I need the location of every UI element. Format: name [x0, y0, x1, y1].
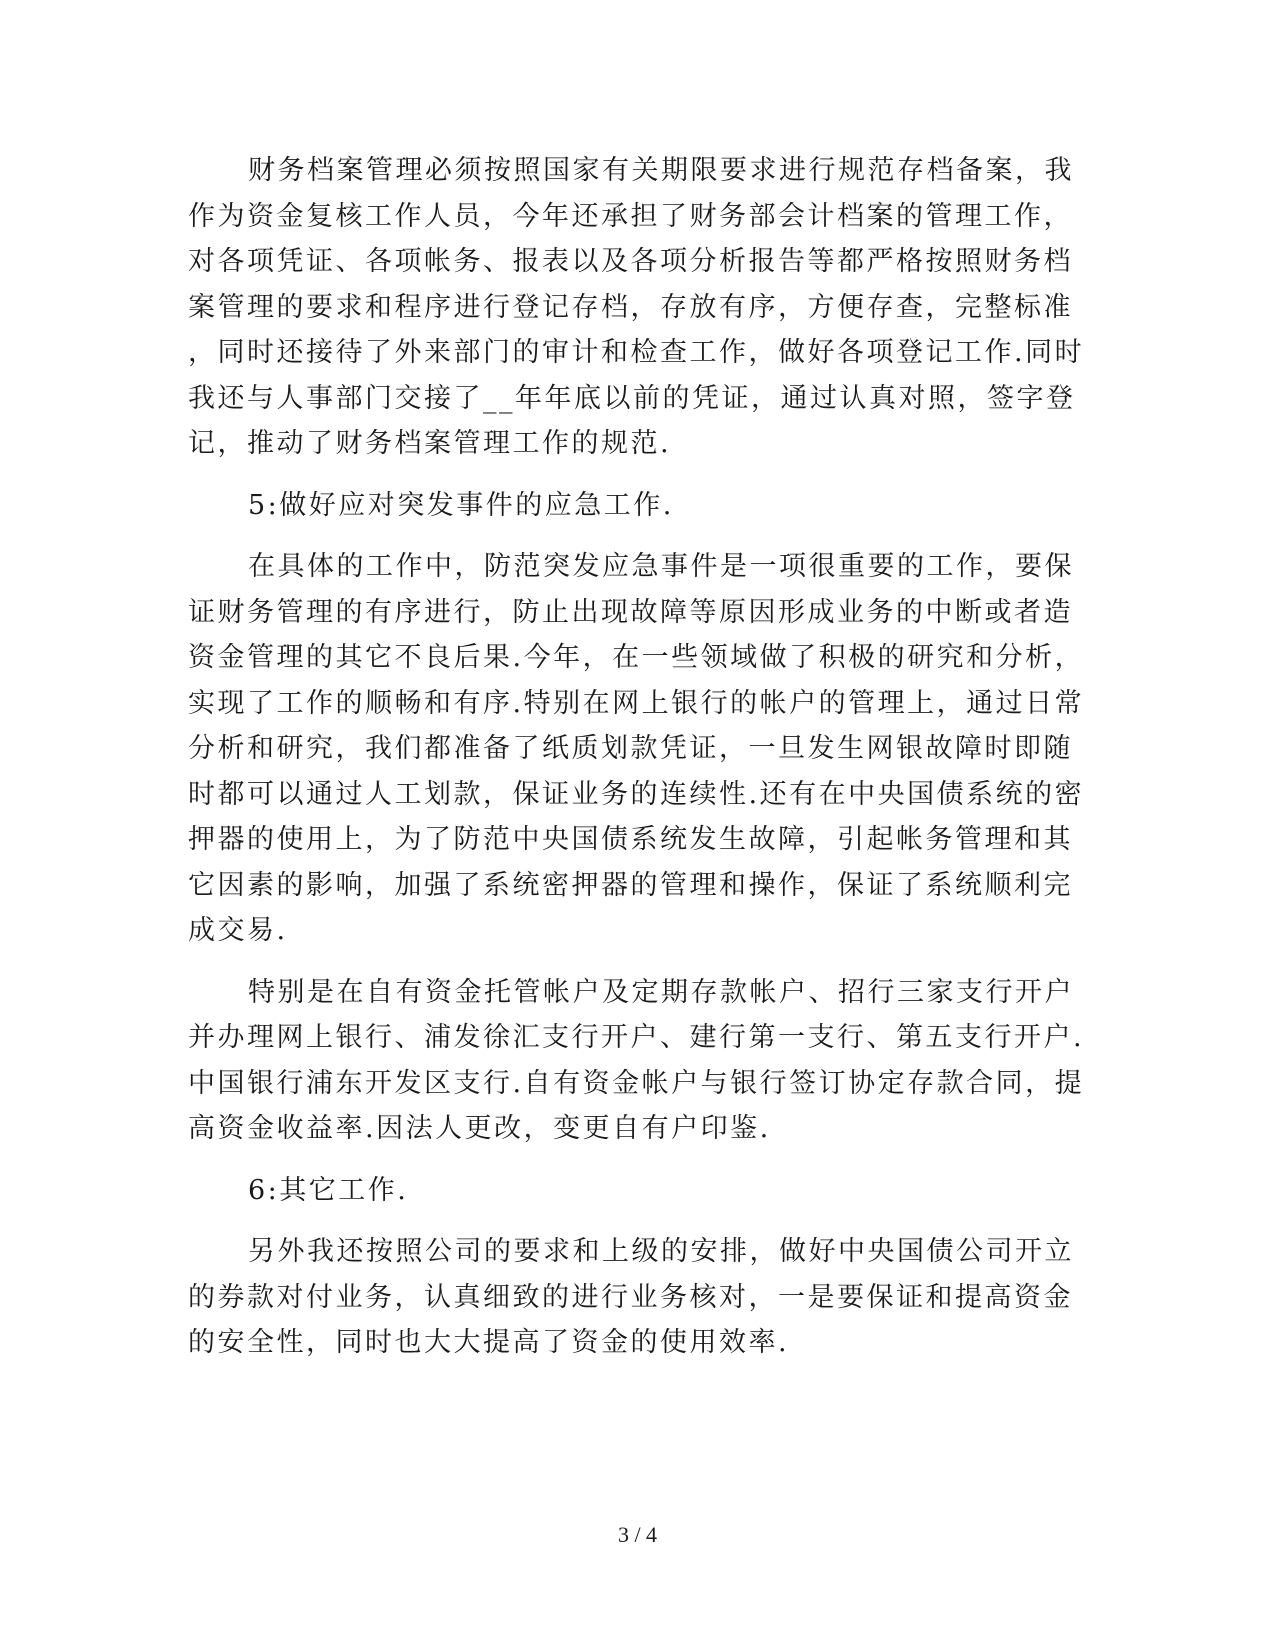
paragraph-line: 资金管理的其它不良后果.今年，在一些领域做了积极的研究和分析， — [188, 642, 1085, 673]
paragraph-line: 并办理网上银行、浦发徐汇支行开户、建行第一支行、第五支行开户. — [188, 1022, 1085, 1053]
section-heading-5 — [188, 483, 1068, 529]
section-heading-line: 6:其它工作. — [248, 1174, 409, 1206]
paragraph-line: 的券款对付业务，认真细致的进行业务核对，一是要保证和提高资金 — [188, 1281, 1073, 1313]
paragraph-gap — [188, 467, 1068, 483]
paragraph-line: 中国银行浦东开发区支行.自有资金帐户与银行签订协定存款合同，提 — [188, 1067, 1085, 1099]
paragraph-emergency-work — [188, 544, 1085, 954]
paragraph-line: 它因素的影响，加强了系统密押器的管理和操作，保证了系统顺利完 — [188, 869, 1073, 901]
paragraph-line: 分析和研究，我们都准备了纸质划款凭证，一旦发生网银故障时即随 — [188, 733, 1073, 764]
paragraph-line: 的安全性，同时也大大提高了资金的使用效率. — [188, 1327, 790, 1358]
paragraph-archive-management — [188, 148, 1085, 467]
paragraph-line: 特别是在自有资金托管帐户及定期存款帐户、招行三家支行开户 — [248, 976, 1074, 1008]
paragraph-bank-accounts — [188, 970, 1085, 1152]
paragraph-line: ，同时还接待了外来部门的审计和检查工作，做好各项登记工作.同时 — [188, 337, 1085, 368]
paragraph-line: 另外我还按照公司的要求和上级的安排，做好中央国债公司开立 — [248, 1236, 1074, 1267]
paragraph-gap — [188, 1213, 1068, 1229]
paragraph-line: 对各项凭证、各项帐务、报表以及各项分析报告等都严格按照财务档 — [188, 246, 1073, 277]
paragraph-line: 时都可以通过人工划款，保证业务的连续性.还有在中央国债系统的密 — [188, 778, 1085, 810]
paragraph-line: 我还与人事部门交接了__年年底以前的凭证，通过认真对照，签字登 — [188, 382, 1076, 414]
paragraph-other-work — [188, 1229, 1074, 1366]
paragraph-line: 记，推动了财务档案管理工作的规范. — [188, 428, 672, 459]
paragraph-line: 证财务管理的有序进行，防止出现故障等原因形成业务的中断或者造 — [188, 596, 1073, 628]
paragraph-line: 在具体的工作中，防范突发应急事件是一项很重要的工作，要保 — [248, 551, 1074, 582]
section-heading-line: 5:做好应对突发事件的应急工作. — [248, 489, 674, 521]
paragraph-line: 财务档案管理必须按照国家有关期限要求进行规范存档备案，我 — [248, 155, 1074, 186]
paragraph-gap — [188, 528, 1068, 544]
paragraph-line: 作为资金复核工作人员，今年还承担了财务部会计档案的管理工作， — [188, 200, 1073, 232]
paragraph-gap — [188, 954, 1068, 970]
paragraph-line: 高资金收益率.因法人更改，变更自有户印鉴. — [188, 1113, 771, 1144]
paragraph-gap — [188, 1152, 1068, 1168]
page-number: 3 / 4 — [617, 1522, 658, 1547]
paragraph-line: 实现了工作的顺畅和有序.特别在网上银行的帐户的管理上，通过日常 — [188, 687, 1085, 719]
paragraph-line: 案管理的要求和程序进行登记存档，存放有序，方便存查，完整标准 — [188, 291, 1073, 323]
section-heading-6 — [188, 1168, 1068, 1214]
paragraph-line: 押器的使用上，为了防范中央国债系统发生故障，引起帐务管理和其 — [188, 824, 1073, 855]
paragraph-line: 成交易. — [188, 915, 288, 946]
document-body — [188, 148, 1085, 1366]
